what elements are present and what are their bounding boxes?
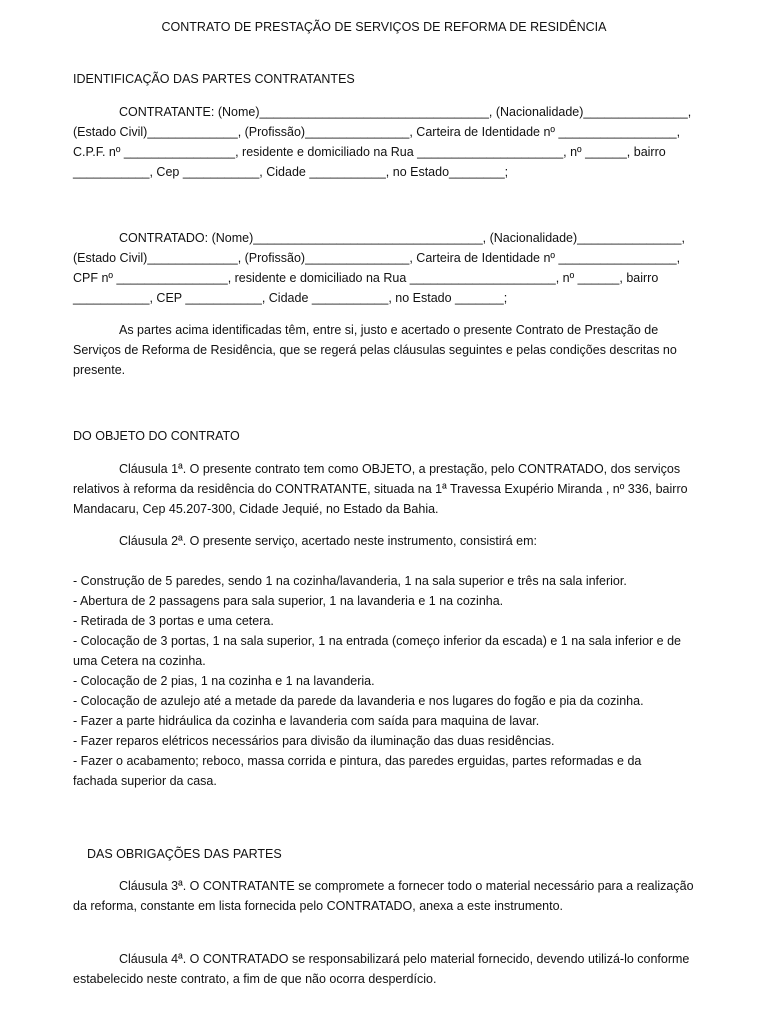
clause-4-text: Cláusula 4ª. O CONTRATADO se responsabilizará pelo material fornecido, devendo utilizá-lo conforme estabelecido neste contrato, a fim de que não ocorra desperdício. — [73, 952, 690, 986]
contratado-line-1: CONTRATADO: (Nome)_________________________________, (Nacionalidade)_______________, — [119, 231, 685, 245]
service-item-continued: uma Cetera na cozinha. — [73, 654, 206, 668]
service-item: - Construção de 5 paredes, sendo 1 na cozinha/lavanderia, 1 na sala superior e três na sala inferior. — [73, 574, 627, 588]
service-item: - Retirada de 3 portas e uma cetera. — [73, 614, 274, 628]
service-item: - Colocação de 3 portas, 1 na sala superior, 1 na entrada (começo inferior da escada) e 1 na sala inferior e de — [73, 634, 681, 648]
service-item: - Colocação de azulejo até a metade da parede da lavanderia e nos lugares do fogão e pia da cozinha. — [73, 694, 644, 708]
service-item-continued: fachada superior da casa. — [73, 774, 217, 788]
contratante-line-2: (Estado Civil)_____________, (Profissão)_______________, Carteira de Identidade nº _________________, — [73, 125, 681, 139]
service-item: - Colocação de 2 pias, 1 na cozinha e 1 na lavanderia. — [73, 674, 375, 688]
contratado-line-2: (Estado Civil)_____________, (Profissão)_______________, Carteira de Identidade nº _________________, — [73, 251, 681, 265]
service-item: - Fazer reparos elétricos necessários para divisão da iluminação das duas residências. — [73, 734, 555, 748]
intro-text: As partes acima identificadas têm, entre si, justo e acertado o presente Contrato de Prestação de Serviços de Reforma de Residência, que se regerá pelas cláusulas seguintes e pelas condições descritas no presente. — [73, 323, 677, 377]
clause-1-text: Cláusula 1ª. O presente contrato tem como OBJETO, a prestação, pelo CONTRATADO, dos serviços relativos à reforma da residência do CONTRATANTE, situada na 1ª Travessa Exupério Miranda , nº 336, bairro Mandacaru, Cep 45.207-300, Cidade Jequié, no Estado da Bahia. — [73, 462, 688, 516]
section-heading-obligations: DAS OBRIGAÇÕES DAS PARTES — [87, 847, 282, 861]
intro-paragraph — [73, 320, 705, 380]
section-heading-object: DO OBJETO DO CONTRATO — [73, 429, 240, 443]
document-title: CONTRATO DE PRESTAÇÃO DE SERVIÇOS DE REFORMA DE RESIDÊNCIA — [161, 20, 607, 34]
clause-1 — [73, 459, 705, 519]
clause-4 — [73, 949, 705, 989]
clause-2: Cláusula 2ª. O presente serviço, acertado neste instrumento, consistirá em: — [119, 534, 538, 548]
service-item: - Fazer o acabamento; reboco, massa corrida e pintura, das paredes erguidas, partes reformadas e da — [73, 754, 642, 768]
service-item: - Abertura de 2 passagens para sala superior, 1 na lavanderia e 1 na cozinha. — [73, 594, 504, 608]
clause-3-text: Cláusula 3ª. O CONTRATANTE se compromete a fornecer todo o material necessário para a realização da reforma, constante em lista fornecida pelo CONTRATADO, anexa a este instrumento. — [73, 879, 694, 913]
contratado-line-4: ___________, CEP ___________, Cidade ___________, no Estado _______; — [73, 291, 508, 305]
contratante-line-3: C.P.F. nº ________________, residente e domiciliado na Rua _____________________, nº ______, bairro — [73, 145, 666, 159]
service-item: - Fazer a parte hidráulica da cozinha e lavanderia com saída para maquina de lavar. — [73, 714, 540, 728]
contratante-line-4: ___________, Cep ___________, Cidade ___________, no Estado________; — [73, 165, 509, 179]
contratante-line-1: CONTRATANTE: (Nome)_________________________________, (Nacionalidade)_______________, — [119, 105, 692, 119]
contratado-line-3: CPF nº ________________, residente e domiciliado na Rua _____________________, nº ______, bairro — [73, 271, 659, 285]
section-heading-identification: IDENTIFICAÇÃO DAS PARTES CONTRATANTES — [73, 72, 355, 86]
clause-3 — [73, 876, 705, 916]
